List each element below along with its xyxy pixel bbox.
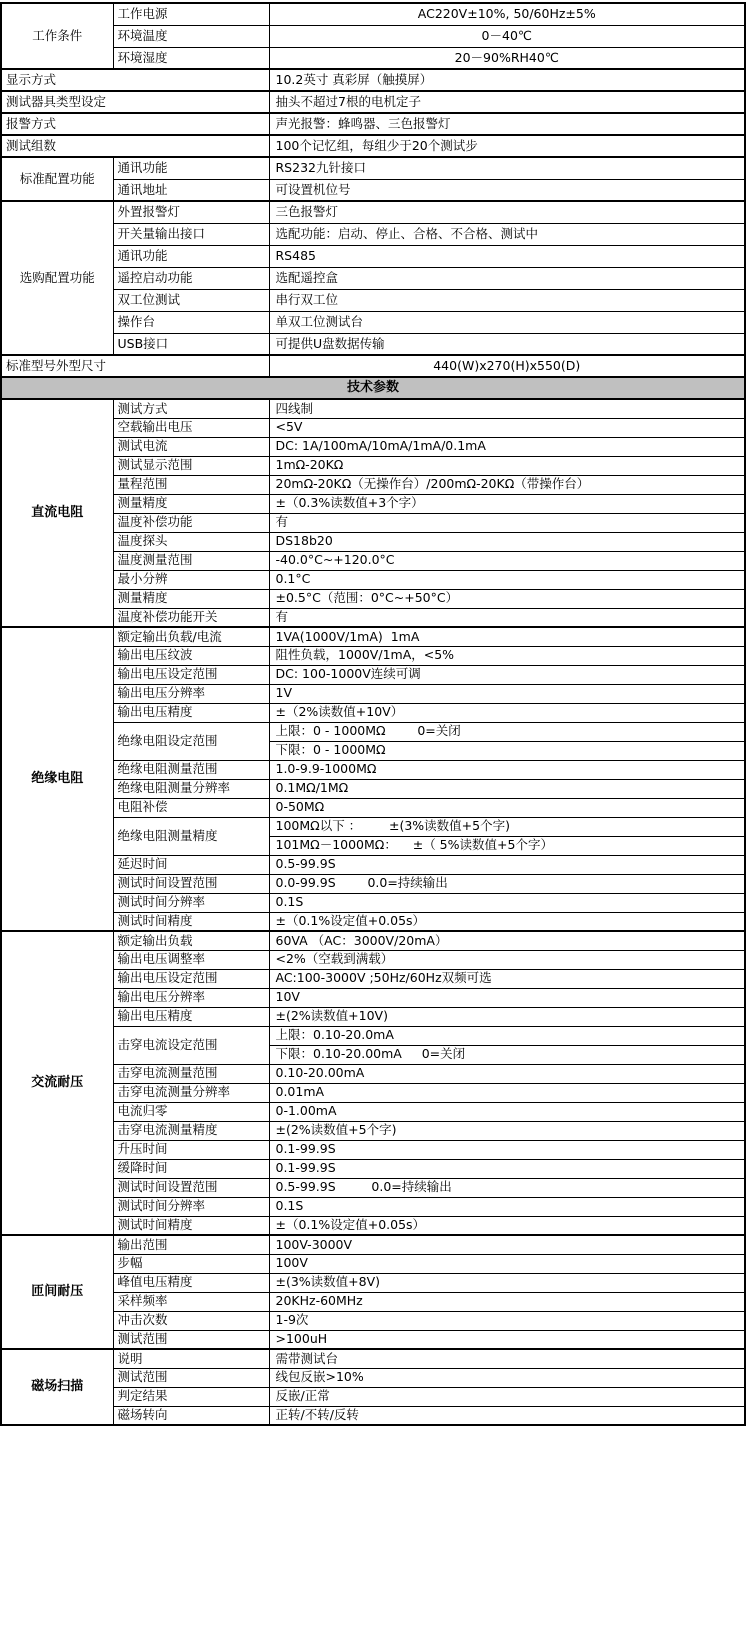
table-row	[1, 201, 745, 223]
table-row	[1, 157, 745, 179]
row-value: 0.5-99.9S 0.0=持续输出	[269, 1178, 745, 1197]
row-value: 0.01mA	[269, 1083, 745, 1102]
row-label: 测试组数	[1, 135, 269, 157]
row-label: 操作台	[113, 311, 269, 333]
row-value: 可提供U盘数据传输	[269, 333, 745, 355]
row-value: 1mΩ-20KΩ	[269, 456, 745, 475]
row-value: 20mΩ-20KΩ（无操作台）/200mΩ-20KΩ（带操作台）	[269, 475, 745, 494]
table-row	[1, 893, 745, 912]
row-label: 测试器具类型设定	[1, 91, 269, 113]
row-label: 遥控启动功能	[113, 267, 269, 289]
row-label: 工作电源	[113, 3, 269, 25]
row-label: 通讯功能	[113, 157, 269, 179]
section-label: 选购配置功能	[1, 201, 113, 355]
row-label: 测量精度	[113, 589, 269, 608]
table-row	[1, 703, 745, 722]
table-row	[1, 1083, 745, 1102]
row-value: 四线制	[269, 399, 745, 418]
table-row	[1, 179, 745, 201]
table-row	[1, 1406, 745, 1425]
row-value: DS18b20	[269, 532, 745, 551]
row-value: RS232九针接口	[269, 157, 745, 179]
row-label: 额定输出负载	[113, 931, 269, 950]
row-label: USB接口	[113, 333, 269, 355]
row-value: 0-1.00mA	[269, 1102, 745, 1121]
table-row	[1, 377, 745, 399]
section-label: 交流耐压	[1, 931, 113, 1235]
row-value: 0.1S	[269, 893, 745, 912]
row-label: 测试方式	[113, 399, 269, 418]
row-label: 击穿电流测量范围	[113, 1064, 269, 1083]
row-label: 测试时间分辨率	[113, 893, 269, 912]
row-label: 外置报警灯	[113, 201, 269, 223]
row-value: ±0.5°C（范围：0°C~+50°C）	[269, 589, 745, 608]
row-value: 需带测试台	[269, 1349, 745, 1368]
row-value: 正转/不转/反转	[269, 1406, 745, 1425]
table-row	[1, 1292, 745, 1311]
row-value: ±(2%读数值+5个字)	[269, 1121, 745, 1140]
row-value: 有	[269, 513, 745, 532]
row-value: 1V	[269, 684, 745, 703]
table-row	[1, 245, 745, 267]
row-label: 缓降时间	[113, 1159, 269, 1178]
row-value: AC:100-3000V ;50Hz/60Hz双频可选	[269, 969, 745, 988]
row-value: AC220V±10%, 50/60Hz±5%	[269, 3, 745, 25]
row-value: -40.0°C~+120.0°C	[269, 551, 745, 570]
row-label: 报警方式	[1, 113, 269, 135]
row-value: 100V-3000V	[269, 1235, 745, 1254]
row-label: 测量精度	[113, 494, 269, 513]
row-value: 串行双工位	[269, 289, 745, 311]
row-value: 阻性负载，1000V/1mA，<5%	[269, 646, 745, 665]
row-label: 双工位测试	[113, 289, 269, 311]
row-value: 20－90%RH40℃	[269, 47, 745, 69]
row-value: ±(3%读数值+8V)	[269, 1273, 745, 1292]
row-label: 输出电压设定范围	[113, 665, 269, 684]
table-row	[1, 627, 745, 646]
row-value: ±（0.1%设定值+0.05s）	[269, 912, 745, 931]
table-row	[1, 311, 745, 333]
row-label: 升压时间	[113, 1140, 269, 1159]
row-label: 绝缘电阻设定范围	[113, 722, 269, 760]
row-value: 0.0-99.9S 0.0=持续输出	[269, 874, 745, 893]
table-row	[1, 798, 745, 817]
row-label: 电流归零	[113, 1102, 269, 1121]
section-label: 标准配置功能	[1, 157, 113, 201]
row-label: 绝缘电阻测量精度	[113, 817, 269, 855]
row-value: DC: 1A/100mA/10mA/1mA/0.1mA	[269, 437, 745, 456]
row-value: 下限：0.10-20.00mA 0=关闭	[269, 1045, 745, 1064]
row-label: 输出电压设定范围	[113, 969, 269, 988]
row-label: 温度探头	[113, 532, 269, 551]
row-value: 0-50MΩ	[269, 798, 745, 817]
table-row	[1, 1273, 745, 1292]
row-label: 磁场转向	[113, 1406, 269, 1425]
table-row	[1, 289, 745, 311]
table-row	[1, 1140, 745, 1159]
row-value: 1VA(1000V/1mA) 1mA	[269, 627, 745, 646]
row-value: 0.5-99.9S	[269, 855, 745, 874]
row-value: ±(2%读数值+10V)	[269, 1007, 745, 1026]
table-row	[1, 969, 745, 988]
row-label: 测试范围	[113, 1368, 269, 1387]
table-row	[1, 1007, 745, 1026]
table-row	[1, 1387, 745, 1406]
row-label: 标准型号外型尺寸	[1, 355, 269, 377]
row-value: 0－40℃	[269, 25, 745, 47]
table-row	[1, 333, 745, 355]
row-label: 环境湿度	[113, 47, 269, 69]
table-row	[1, 25, 745, 47]
row-value: <2%（空载到满载）	[269, 950, 745, 969]
table-row	[1, 1178, 745, 1197]
row-label: 击穿电流测量精度	[113, 1121, 269, 1140]
row-value: <5V	[269, 418, 745, 437]
table-row	[1, 1368, 745, 1387]
row-value: 下限：0 - 1000MΩ	[269, 741, 745, 760]
table-row	[1, 1121, 745, 1140]
row-label: 测试时间精度	[113, 912, 269, 931]
row-label: 测试时间精度	[113, 1216, 269, 1235]
table-row	[1, 91, 745, 113]
row-label: 击穿电流测量分辨率	[113, 1083, 269, 1102]
table-row	[1, 855, 745, 874]
table-row	[1, 355, 745, 377]
row-value: 有	[269, 608, 745, 627]
table-row	[1, 399, 745, 418]
table-row	[1, 513, 745, 532]
row-label: 输出电压调整率	[113, 950, 269, 969]
row-label: 绝缘电阻测量范围	[113, 760, 269, 779]
table-row	[1, 532, 745, 551]
table-row	[1, 475, 745, 494]
table-row	[1, 456, 745, 475]
row-label: 开关量输出接口	[113, 223, 269, 245]
row-label: 输出电压精度	[113, 703, 269, 722]
table-row	[1, 950, 745, 969]
table-row	[1, 1235, 745, 1254]
table-row	[1, 1349, 745, 1368]
row-label: 判定结果	[113, 1387, 269, 1406]
row-value: 三色报警灯	[269, 201, 745, 223]
table-row	[1, 47, 745, 69]
row-value: 线包反嵌>10%	[269, 1368, 745, 1387]
row-value: 440(W)x270(H)x550(D)	[269, 355, 745, 377]
row-value: ±（0.1%设定值+0.05s）	[269, 1216, 745, 1235]
row-value: 可设置机位号	[269, 179, 745, 201]
row-value: 0.1S	[269, 1197, 745, 1216]
row-label: 说明	[113, 1349, 269, 1368]
table-row	[1, 267, 745, 289]
table-row	[1, 113, 745, 135]
table-row	[1, 1026, 745, 1045]
row-value: 0.10-20.00mA	[269, 1064, 745, 1083]
section-label: 匝间耐压	[1, 1235, 113, 1349]
row-label: 显示方式	[1, 69, 269, 91]
table-row	[1, 1064, 745, 1083]
row-label: 额定输出负载/电流	[113, 627, 269, 646]
row-value: 声光报警：蜂鸣器、三色报警灯	[269, 113, 745, 135]
row-value: 选配功能：启动、停止、合格、不合格、测试中	[269, 223, 745, 245]
row-value: 100个记忆组，每组少于20个测试步	[269, 135, 745, 157]
table-row	[1, 912, 745, 931]
tech-params-header: 技术参数	[1, 377, 745, 399]
spec-table-body	[1, 3, 745, 1425]
row-label: 最小分辨	[113, 570, 269, 589]
row-label: 空载输出电压	[113, 418, 269, 437]
row-value: DC: 100-1000V连续可调	[269, 665, 745, 684]
row-value: 100MΩ以下 ： ±(3%读数值+5个字)	[269, 817, 745, 836]
section-label: 工作条件	[1, 3, 113, 69]
section-label: 直流电阻	[1, 399, 113, 627]
row-label: 电阻补偿	[113, 798, 269, 817]
row-label: 输出电压精度	[113, 1007, 269, 1026]
table-row	[1, 1311, 745, 1330]
table-row	[1, 551, 745, 570]
row-label: 绝缘电阻测量分辨率	[113, 779, 269, 798]
row-value: 10V	[269, 988, 745, 1007]
row-label: 输出电压分辨率	[113, 684, 269, 703]
row-label: 测试显示范围	[113, 456, 269, 475]
row-value: 20KHz-60MHz	[269, 1292, 745, 1311]
table-row	[1, 418, 745, 437]
row-label: 输出电压分辨率	[113, 988, 269, 1007]
row-value: ±（0.3%读数值+3个字）	[269, 494, 745, 513]
table-row	[1, 589, 745, 608]
row-label: 测试时间设置范围	[113, 1178, 269, 1197]
row-label: 峰值电压精度	[113, 1273, 269, 1292]
table-row	[1, 135, 745, 157]
row-label: 延迟时间	[113, 855, 269, 874]
table-row	[1, 437, 745, 456]
table-row	[1, 1102, 745, 1121]
row-label: 温度测量范围	[113, 551, 269, 570]
table-row	[1, 1254, 745, 1273]
table-row	[1, 684, 745, 703]
table-row	[1, 779, 745, 798]
table-row	[1, 646, 745, 665]
row-value: >100uH	[269, 1330, 745, 1349]
table-row	[1, 494, 745, 513]
table-row	[1, 1159, 745, 1178]
row-label: 采样频率	[113, 1292, 269, 1311]
row-label: 步幅	[113, 1254, 269, 1273]
row-value: 1-9次	[269, 1311, 745, 1330]
row-label: 冲击次数	[113, 1311, 269, 1330]
row-value: 10.2英寸 真彩屏（触摸屏）	[269, 69, 745, 91]
row-value: 抽头不超过7根的电机定子	[269, 91, 745, 113]
row-value: 0.1-99.9S	[269, 1140, 745, 1159]
row-value: 上限：0.10-20.0mA	[269, 1026, 745, 1045]
table-row	[1, 931, 745, 950]
row-value: 100V	[269, 1254, 745, 1273]
table-row	[1, 1197, 745, 1216]
row-value: 单双工位测试台	[269, 311, 745, 333]
table-row	[1, 3, 745, 25]
row-value: 1.0-9.9-1000MΩ	[269, 760, 745, 779]
row-value: ±（2%读数值+10V）	[269, 703, 745, 722]
row-label: 量程范围	[113, 475, 269, 494]
row-value: RS485	[269, 245, 745, 267]
row-label: 通讯功能	[113, 245, 269, 267]
table-row	[1, 665, 745, 684]
section-label: 磁场扫描	[1, 1349, 113, 1425]
section-label: 绝缘电阻	[1, 627, 113, 931]
table-row	[1, 988, 745, 1007]
table-row	[1, 69, 745, 91]
row-label: 击穿电流设定范围	[113, 1026, 269, 1064]
row-label: 输出电压纹波	[113, 646, 269, 665]
row-label: 温度补偿功能	[113, 513, 269, 532]
row-label: 测试电流	[113, 437, 269, 456]
row-value: 上限：0 - 1000MΩ 0=关闭	[269, 722, 745, 741]
row-value: 0.1-99.9S	[269, 1159, 745, 1178]
table-row	[1, 1216, 745, 1235]
table-row	[1, 874, 745, 893]
row-value: 选配遥控盒	[269, 267, 745, 289]
table-row	[1, 760, 745, 779]
table-row	[1, 223, 745, 245]
table-row	[1, 570, 745, 589]
row-value: 0.1°C	[269, 570, 745, 589]
row-value: 101MΩ－1000MΩ： ±（ 5%读数值+5个字）	[269, 836, 745, 855]
spec-table	[0, 2, 746, 1426]
row-label: 测试时间分辨率	[113, 1197, 269, 1216]
table-row	[1, 1330, 745, 1349]
table-row	[1, 817, 745, 836]
row-value: 反嵌/正常	[269, 1387, 745, 1406]
row-value: 60VA （AC：3000V/20mA）	[269, 931, 745, 950]
row-label: 温度补偿功能开关	[113, 608, 269, 627]
row-label: 环境温度	[113, 25, 269, 47]
table-row	[1, 722, 745, 741]
row-value: 0.1MΩ/1MΩ	[269, 779, 745, 798]
row-label: 测试范围	[113, 1330, 269, 1349]
row-label: 测试时间设置范围	[113, 874, 269, 893]
row-label: 通讯地址	[113, 179, 269, 201]
row-label: 输出范围	[113, 1235, 269, 1254]
table-row	[1, 608, 745, 627]
